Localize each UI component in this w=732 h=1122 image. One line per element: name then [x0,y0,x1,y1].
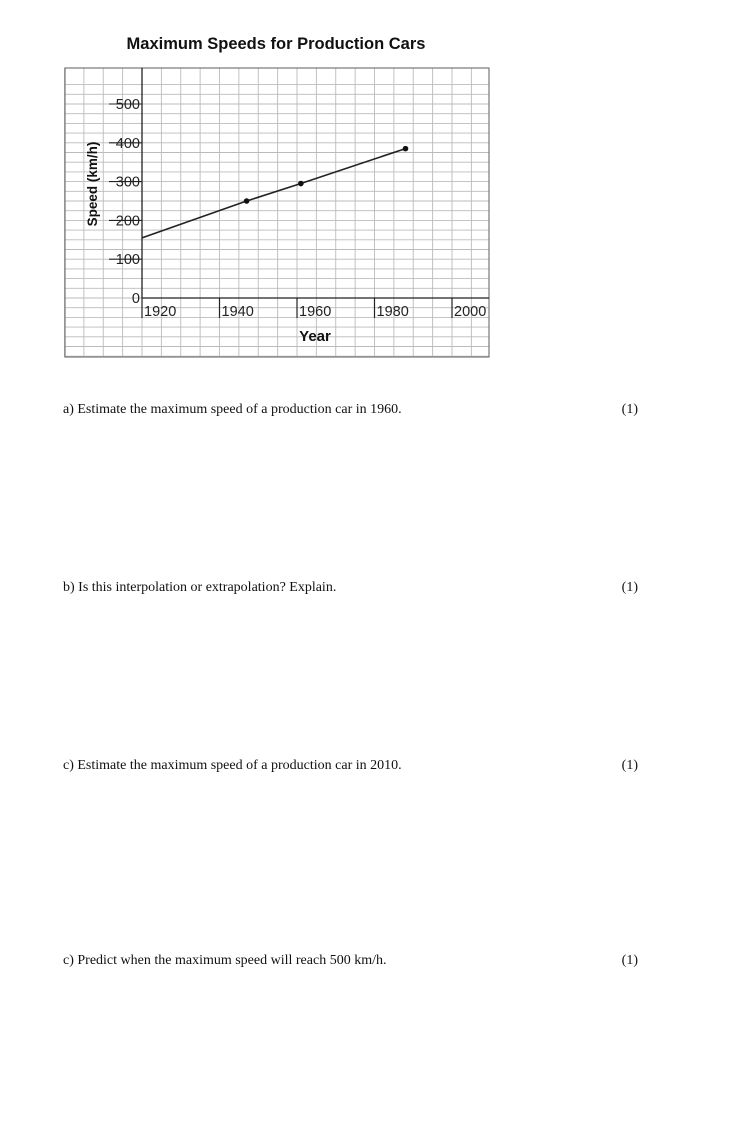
data-point [244,198,250,204]
x-tick-label: 1960 [299,304,332,320]
question-c-marks: (1) [621,758,638,773]
y-tick-label: 0 [131,291,140,307]
question-c-text: c) Estimate the maximum speed of a production car in 2010. [63,758,402,773]
data-point [298,181,304,187]
y-axis-label: Speed (km/h) [85,141,100,227]
x-tick-label: 1940 [221,304,254,320]
question-a-text: a) Estimate the maximum speed of a production car in 1960. [63,402,402,417]
x-tick-label: 2000 [454,304,487,320]
y-tick-label: 300 [115,174,140,191]
y-tick-label: 100 [115,252,140,269]
x-axis-label: Year [299,328,331,345]
question-d-marks: (1) [621,953,638,968]
data-point [403,146,409,152]
question-b-marks: (1) [621,580,638,595]
y-tick-label: 400 [115,135,140,152]
y-tick-label: 500 [115,97,140,113]
line-chart [0,0,732,380]
question-b-text: b) Is this interpolation or extrapolation? Explain. [63,580,337,595]
chart-title: Maximum Speeds for Production Cars [126,35,426,53]
question-d-text: c) Predict when the maximum speed will reach 500 km/h. [63,953,387,968]
question-a-marks: (1) [621,402,638,417]
x-tick-label: 1980 [376,304,409,320]
x-tick-label: 1920 [144,304,177,320]
y-tick-label: 200 [115,213,140,230]
